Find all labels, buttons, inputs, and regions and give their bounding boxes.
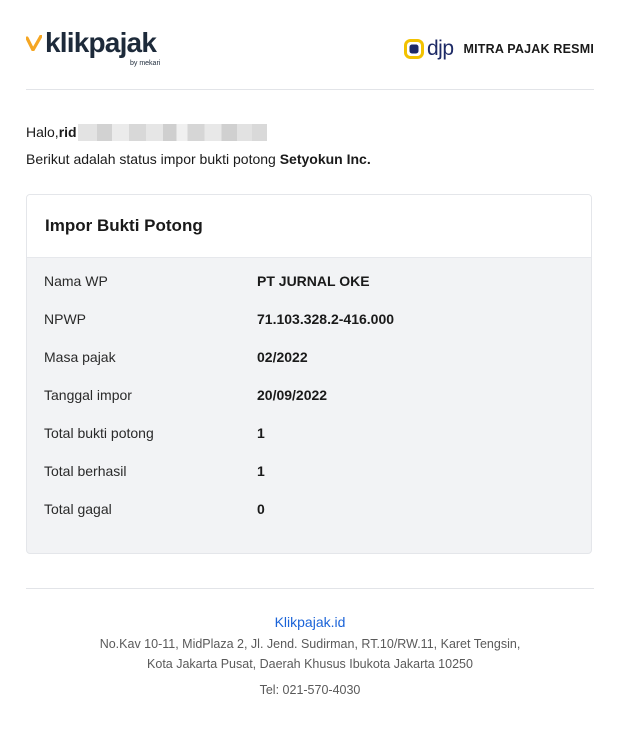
company-name: Setyokun Inc.	[279, 151, 371, 167]
footer-divider	[26, 588, 594, 589]
recipient-name: rid	[58, 124, 77, 140]
detail-value: 1	[257, 425, 265, 441]
address-line-1: No.Kav 10-11, MidPlaza 2, Jl. Jend. Sudirman, RT.10/RW.11, Karet Tengsin,	[99, 637, 521, 651]
djp-wordmark: djp	[426, 37, 454, 60]
detail-value: 20/09/2022	[257, 387, 328, 403]
header-divider	[26, 89, 594, 90]
detail-row-nama-wp	[44, 273, 574, 311]
djp-partner-badge	[404, 37, 594, 61]
company-address	[26, 635, 594, 674]
detail-label: Total bukti potong	[44, 425, 154, 441]
company-phone: Tel: 021-570-4030	[259, 683, 361, 697]
intro-text	[26, 150, 371, 168]
logo-wordmark: klikpajak	[45, 27, 157, 58]
greeting	[26, 123, 267, 141]
card-title: Impor Bukti Potong	[45, 216, 203, 235]
logo-subtitle: by mekari	[130, 60, 161, 67]
email-header	[26, 28, 594, 68]
import-status-card	[26, 194, 592, 554]
djp-logo-icon	[404, 39, 424, 59]
partner-label: MITRA PAJAK RESMI	[463, 42, 594, 56]
address-line-2: Kota Jakarta Pusat, Daerah Khusus Ibukota Jakarta 10250	[147, 656, 473, 671]
detail-value: 71.103.328.2-416.000	[257, 311, 395, 327]
detail-value: 1	[257, 463, 265, 479]
detail-row-total-gagal	[44, 501, 574, 539]
detail-label: Tanggal impor	[44, 387, 132, 403]
detail-label: NPWP	[44, 311, 86, 327]
detail-label: Masa pajak	[44, 349, 116, 365]
detail-row-total-bukti-potong	[44, 425, 574, 463]
card-header	[27, 195, 591, 258]
detail-row-tanggal-impor	[44, 387, 574, 425]
detail-row-masa-pajak	[44, 349, 574, 387]
detail-value: PT JURNAL OKE	[257, 273, 370, 289]
checkmark-icon	[26, 35, 42, 51]
detail-row-npwp	[44, 311, 574, 349]
detail-row-total-berhasil	[44, 463, 574, 501]
detail-label: Nama WP	[44, 273, 108, 289]
greeting-prefix: Halo,	[26, 124, 59, 140]
klikpajak-site-link[interactable]: Klikpajak.id	[274, 614, 346, 630]
detail-value: 02/2022	[257, 349, 308, 365]
detail-label: Total gagal	[44, 501, 112, 517]
email-footer	[26, 612, 594, 699]
detail-value: 0	[257, 501, 265, 517]
detail-label: Total berhasil	[44, 463, 127, 479]
klikpajak-logo[interactable]	[26, 27, 166, 68]
intro-sentence: Berikut adalah status impor bukti potong	[26, 151, 280, 167]
status-details	[44, 273, 574, 539]
redacted-name-blur	[78, 124, 267, 141]
